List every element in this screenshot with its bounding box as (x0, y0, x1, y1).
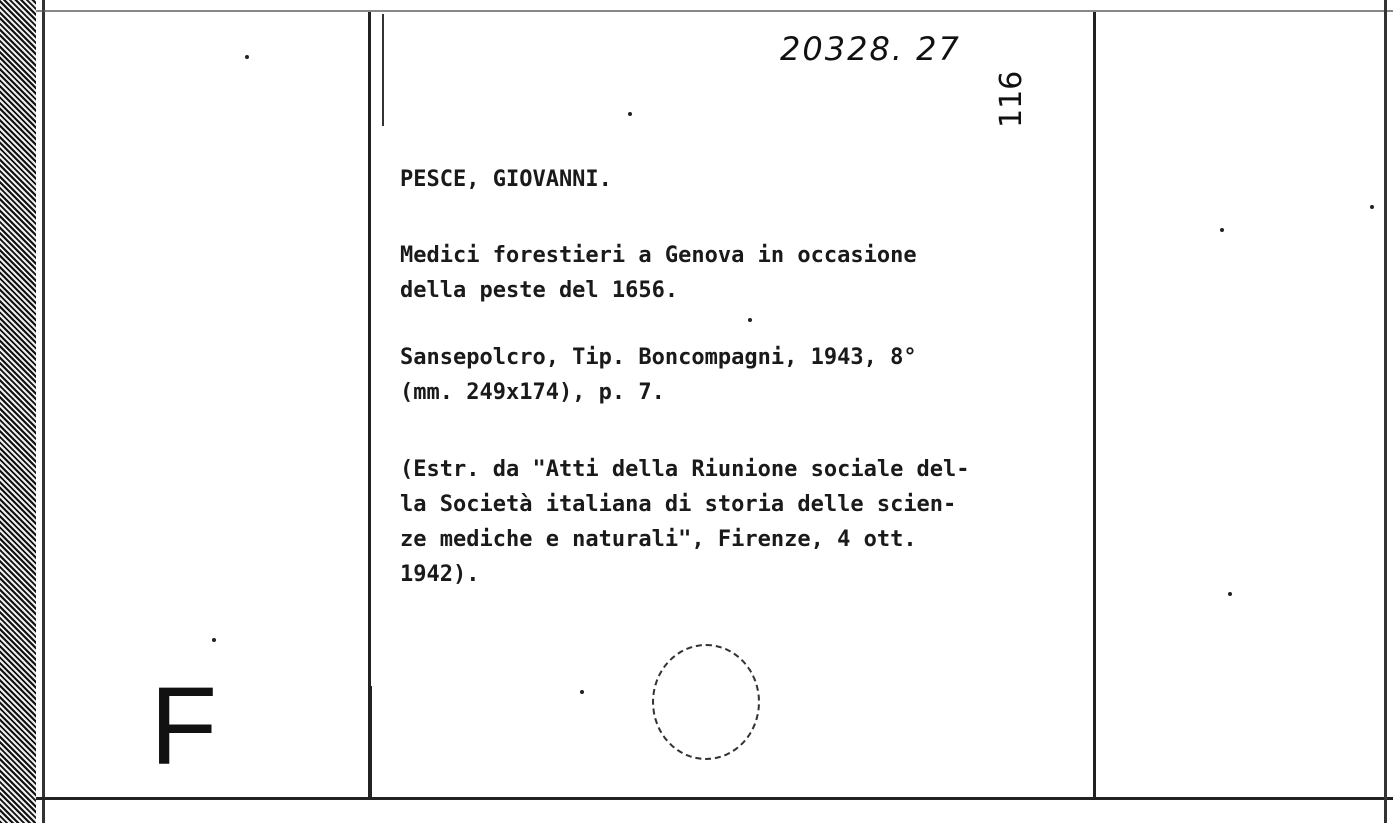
scan-speck (245, 55, 249, 59)
scan-speck (1228, 592, 1232, 596)
scan-speck (748, 318, 752, 322)
scan-speck (628, 112, 632, 116)
side-number: 116 (994, 70, 1029, 128)
note-line: 1942). (400, 562, 480, 587)
shelfmark: 20328. 27 (780, 30, 961, 68)
scan-border-left (42, 0, 45, 823)
title-statement (400, 238, 917, 308)
imprint-line: (mm. 249x174), p. 7. (400, 380, 665, 405)
source-note (400, 452, 970, 592)
punch-hole (652, 644, 760, 760)
note-line: ze mediche e naturali", Firenze, 4 ott. (400, 527, 917, 552)
drawer-letter: F (150, 665, 218, 788)
imprint-statement (400, 340, 917, 410)
scan-speck (212, 638, 216, 642)
title-line: della peste del 1656. (400, 278, 679, 303)
note-line: (Estr. da "Atti della Riunione sociale del- (400, 457, 970, 482)
title-line: Medici forestieri a Genova in occasione (400, 243, 917, 268)
scan-speck (1220, 228, 1224, 232)
card-bottom-mark (350, 686, 372, 798)
imprint-line: Sansepolcro, Tip. Boncompagni, 1943, 8° (400, 345, 917, 370)
scan-speck (1370, 205, 1374, 209)
note-line: la Società italiana di storia delle scien- (400, 492, 957, 517)
scan-edge-left (0, 0, 36, 823)
scan-speck (580, 690, 584, 694)
author-heading: PESCE, GIOVANNI. (400, 167, 612, 192)
scan-border-right (1384, 0, 1387, 823)
card-top-mark (372, 14, 384, 126)
